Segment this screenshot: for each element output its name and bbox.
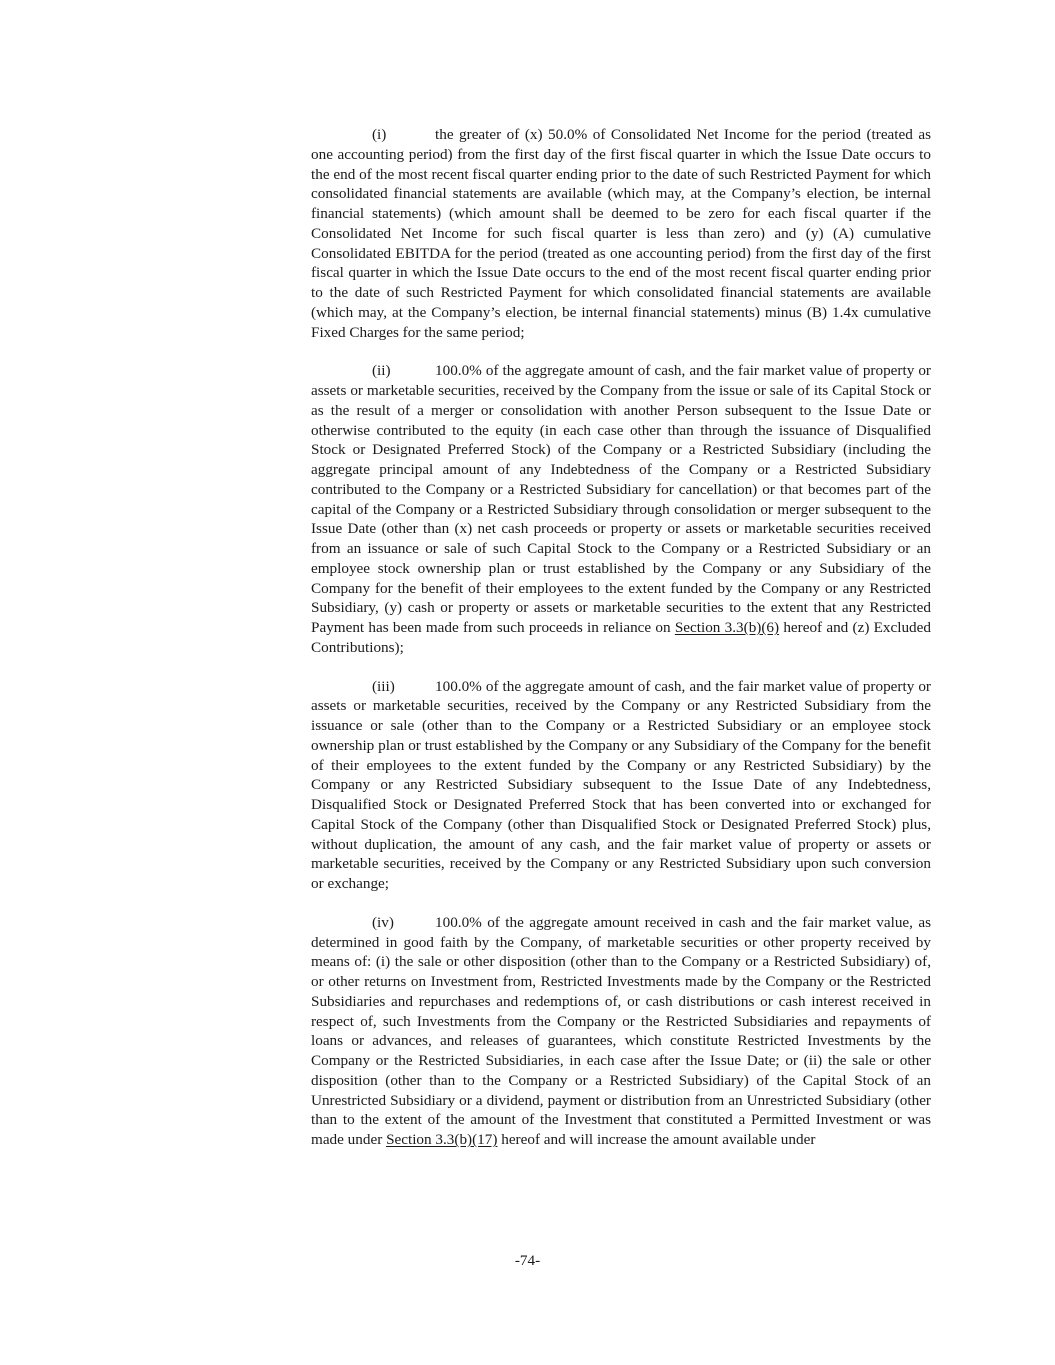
clause-text: 100.0% of the aggregate amount of cash, and the fair market value of property or assets or marketable securities, received by the Company or any Restricted Subsidiary from the issuance or sale (other than to the Company or a Restricted Subsidiary or an employee stock ownership plan or trust established by the Company or any Subsidiary of the Company for the benefit of their employees to the extent funded by the Company or any Restricted Subsidiary) by the Company or any Restricted Subsidiary subsequent to the Issue Date of any Indebtedness, Disqualified Stock or Designated Preferred Stock that has been converted into or exchanged for Capital Stock of the Company (other than Disqualified Stock or Designated Preferred Stock) plus, without duplication, the amount of any cash, and the fair market value of property or assets or marketable securities, received by the Company or any Restricted Subsidiary upon such conversion or exchange; <box>311 677 931 892</box>
clause-marker: (iv) <box>372 913 394 931</box>
clause-iv <box>311 913 931 1150</box>
clause-marker: (ii) <box>372 362 391 380</box>
clause-iii <box>311 677 931 894</box>
clause-ii <box>311 361 931 657</box>
clause-text: 100.0% of the aggregate amount of cash, and the fair market value of property or assets or marketable securities, received by the Company from the issue or sale of its Capital Stock or as the result of a merger or consolidation with another Person subsequent to the Issue Date or otherwise contributed to the equity (in each case other than through the issuance of Disqualified Stock or Designated Preferred Stock) of the Company or a Restricted Subsidiary (including the aggregate principal amount of any Indebtedness of the Company or a Restricted Subsidiary contributed to the Company or a Restricted Subsidiary for cancellation) or that becomes part of the capital of the Company or a Restricted Subsidiary through consolidation or merger subsequent to the Issue Date (other than (x) net cash proceeds or property or assets or marketable securities received from an issuance or sale of such Capital Stock to the Company or a Restricted Subsidiary or an employee stock ownership plan or trust established by the Company or any Subsidiary of the Company for the benefit of their employees to the extent funded by the Company or any Restricted Subsidiary, (y) cash or property or assets or marketable securities to the extent that any Restricted Payment has been made from such proceeds in reliance on <box>311 362 931 636</box>
clause-marker: (i) <box>372 126 387 143</box>
section-reference-link[interactable]: Section 3.3(b)(6) <box>674 619 780 636</box>
document-body <box>311 125 931 1169</box>
clause-text: the greater of (x) 50.0% of Consolidated Net Income for the period (treated as one accounting period) from the first day of the first fiscal quarter in which the Issue Date occurs to the end of the most recent fiscal quarter ending prior to the date of such Restricted Payment for which consolidated financial statements are available (which may, at the Company’s election, be internal financial statements) (which amount shall be deemed to be zero for each fiscal quarter if the Consolidated Net Income for such fiscal quarter is less than zero) and (y) (A) cumulative Consolidated EBITDA for the period (treated as one accounting period) from the first day of the first fiscal quarter in which the Issue Date occurs to the end of the most recent fiscal quarter ending prior to the date of such Restricted Payment for which consolidated financial statements are available (which may, at the Company’s election, be internal financial statements) minus (B) 1.4x cumulative Fixed Charges for the same period; <box>311 126 931 341</box>
page-number: -74- <box>514 1252 541 1269</box>
clause-marker: (iii) <box>372 677 395 695</box>
clause-text-continued: hereof and will increase the amount available under <box>501 1131 816 1148</box>
clause-text: 100.0% of the aggregate amount received in cash and the fair market value, as determined in good faith by the Company, of marketable securities or other property received by means of: (i) the sale or other disposition (other than to the Company or a Restricted Subsidiary) of, or other returns on Investment from, Restricted Investments made by the Company or the Restricted Subsidiaries and repurchases and redemptions of, or cash distributions or cash interest received in respect of, such Investments from the Company or the Restricted Subsidiaries and repayments of loans or advances, and releases of guarantees, which constitute Restricted Investments by the Company or the Restricted Subsidiaries, in each case after the Issue Date; or (ii) the sale or other disposition (other than to the Company or a Restricted Subsidiary) of the Capital Stock of an Unrestricted Subsidiary or a dividend, payment or distribution from an Unrestricted Subsidiary (other than to the extent of the amount of the Investment that constituted a Permitted Investment or was made under <box>311 913 931 1148</box>
clause-text-continued: hereof and (z) Excluded Contributions); <box>311 619 931 656</box>
clause-i <box>311 125 931 342</box>
section-reference-link[interactable]: Section 3.3(b)(17) <box>386 1131 498 1148</box>
